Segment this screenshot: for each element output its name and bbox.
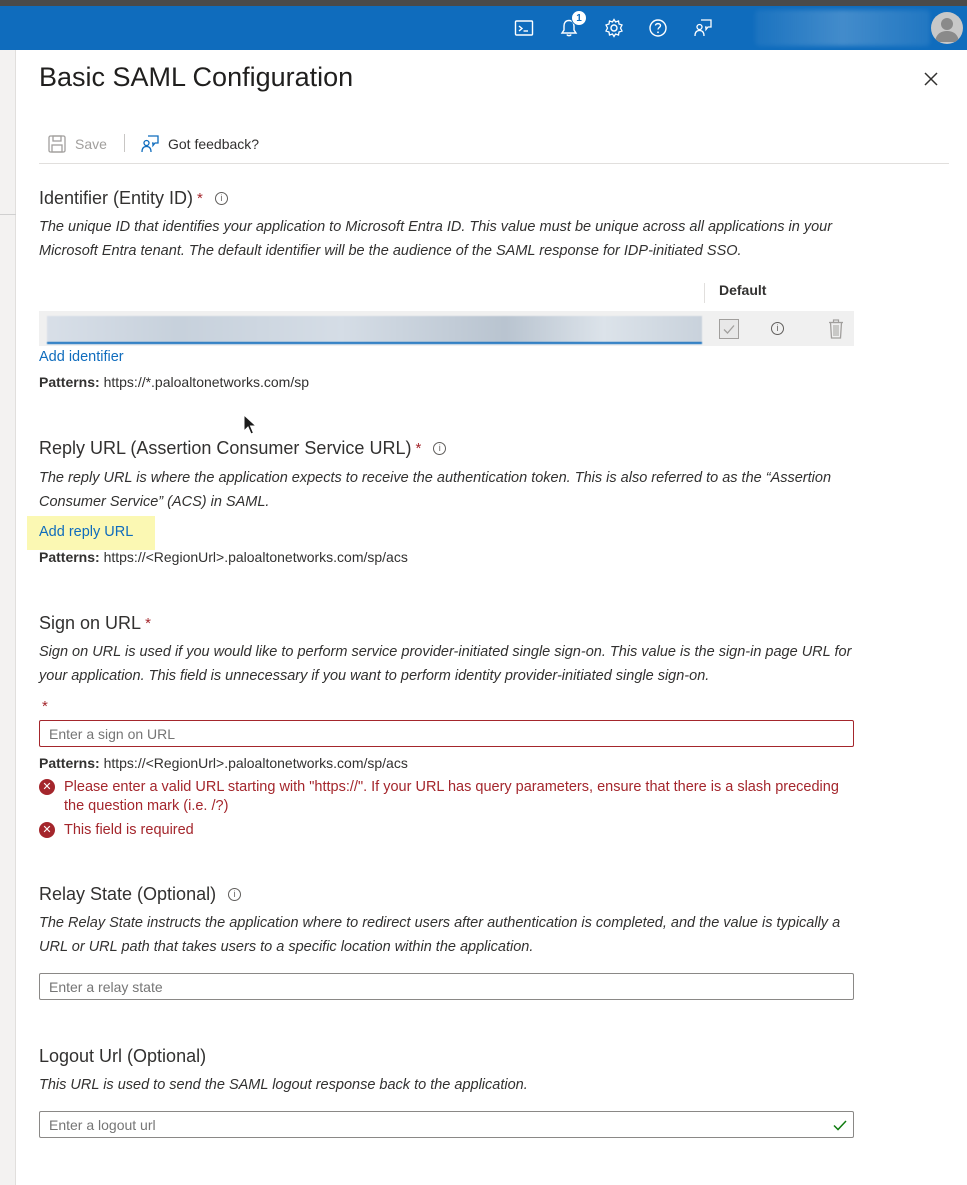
- feedback-label: Got feedback?: [168, 136, 260, 152]
- toolbar-divider: [124, 134, 125, 152]
- valid-check-icon: [832, 1117, 848, 1133]
- sign-on-section-label: [39, 613, 151, 634]
- reply-url-label: Reply URL (Assertion Consumer Service URL): [39, 438, 412, 458]
- sign-on-patterns: [39, 755, 408, 771]
- patterns-label: Patterns:: [39, 755, 100, 771]
- user-avatar[interactable]: [931, 12, 963, 44]
- feedback-person-icon: [140, 134, 160, 154]
- reply-url-patterns: [39, 549, 408, 565]
- error-message: Please enter a valid URL starting with "https://". If your URL has query parameters, ensure that there is a slash preceding the question mark (i.e. /?): [64, 779, 839, 814]
- identifier-section-label: [39, 188, 228, 209]
- delete-icon[interactable]: [828, 319, 844, 339]
- sign-on-description: Sign on URL is used if you would like to perform service provider-initiated single sign-on. This value is the sign-in page URL for your application. This field is unnecessary if you want to perform identity provider-initiated single sign-on.: [39, 644, 852, 684]
- reply-url-section-label: [39, 438, 446, 459]
- default-checkbox[interactable]: [719, 319, 739, 339]
- patterns-label: Patterns:: [39, 374, 100, 390]
- row-info-icon[interactable]: i: [771, 322, 784, 335]
- check-icon: [722, 322, 736, 336]
- required-marker: *: [415, 440, 422, 457]
- identifier-label: Identifier (Entity ID): [39, 188, 194, 208]
- save-button[interactable]: [47, 132, 107, 156]
- relay-state-input[interactable]: [39, 973, 854, 1000]
- default-column-header: Default: [719, 282, 767, 298]
- patterns-label: Patterns:: [39, 549, 100, 565]
- required-marker: *: [197, 190, 203, 207]
- logout-url-input[interactable]: [39, 1111, 854, 1138]
- identifier-description: The unique ID that identifies your application to Microsoft Entra ID. This value must be unique across all applications in your Microsoft Entra tenant. The default identifier will be the audience of the SAML response for IDP-initiated SSO.: [39, 219, 833, 259]
- validation-error: [39, 821, 859, 840]
- logout-label: Logout Url (Optional): [39, 1046, 207, 1066]
- settings-icon[interactable]: [602, 16, 626, 40]
- validation-error: [39, 778, 859, 816]
- error-message: This field is required: [64, 822, 194, 838]
- portal-top-bar: [0, 6, 967, 50]
- notifications-icon[interactable]: [557, 12, 582, 40]
- column-divider: [704, 283, 705, 303]
- relay-state-section-label: [39, 884, 241, 905]
- patterns-value: https://*.paloaltonetworks.com/sp: [103, 374, 310, 390]
- sign-on-url-input[interactable]: [39, 720, 854, 747]
- info-icon[interactable]: i: [228, 888, 241, 901]
- add-reply-url-link[interactable]: Add reply URL: [39, 524, 134, 540]
- save-label: Save: [75, 136, 107, 152]
- relay-state-label: Relay State (Optional): [39, 884, 217, 904]
- info-icon[interactable]: i: [215, 192, 228, 205]
- logout-description: This URL is used to send the SAML logout response back to the application.: [39, 1077, 528, 1093]
- account-name-blurred[interactable]: [755, 10, 930, 46]
- sign-on-label: Sign on URL: [39, 613, 142, 633]
- relay-state-description: The Relay State instructs the application where to redirect users after authentication is completed, and the value is typically a URL or URL path that takes users to a specific location within the application.: [39, 915, 841, 955]
- info-icon[interactable]: i: [433, 442, 446, 455]
- cloud-shell-icon[interactable]: [512, 16, 536, 40]
- patterns-value: https://<RegionUrl>.paloaltonetworks.com/sp/acs: [103, 755, 408, 771]
- saml-config-panel: [17, 50, 967, 1185]
- help-icon[interactable]: [646, 16, 670, 40]
- page-title: Basic SAML Configuration: [39, 62, 354, 92]
- required-marker: *: [145, 615, 151, 632]
- save-icon: [47, 134, 67, 154]
- add-identifier-link[interactable]: Add identifier: [39, 349, 124, 365]
- notification-count-badge: 1: [571, 10, 587, 26]
- feedback-icon[interactable]: [691, 16, 715, 40]
- patterns-value: https://<RegionUrl>.paloaltonetworks.com/sp/acs: [103, 549, 408, 565]
- logout-section-label: [39, 1046, 206, 1067]
- error-icon: ✕: [39, 822, 55, 838]
- field-required-marker: *: [42, 698, 48, 715]
- got-feedback-button[interactable]: [140, 132, 259, 156]
- identifier-input-blurred[interactable]: [47, 316, 702, 344]
- identifier-patterns: [39, 374, 309, 390]
- identifier-row: [39, 311, 854, 346]
- mouse-cursor-icon: [243, 414, 257, 436]
- close-icon[interactable]: [920, 68, 942, 90]
- reply-url-description: The reply URL is where the application expects to receive the authentication token. This is also referred to as the “Assertion Consumer Service” (ACS) in SAML.: [39, 470, 832, 510]
- background-blade-edge: [0, 50, 16, 1185]
- command-bar: [39, 128, 949, 164]
- error-icon: ✕: [39, 779, 55, 795]
